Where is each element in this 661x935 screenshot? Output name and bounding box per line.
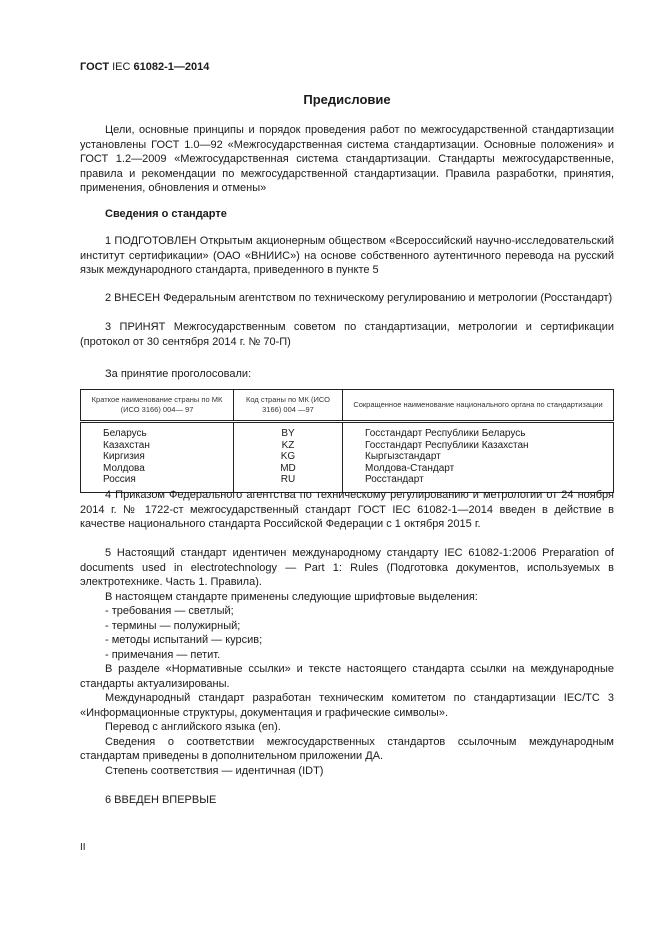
item-6: 6 ВВЕДЕН ВПЕРВЫЕ [105,794,217,806]
country-cell: Киргизия [81,451,234,463]
gost-label: ГОСТ [80,61,110,73]
code-cell: KZ [234,440,343,452]
table-row [81,463,614,475]
item-3: 3 ПРИНЯТ Межгосударственным советом по стандартизации, метрологии и сертификации (протокол от 30 сентября 2014 г. № 70-П) [80,321,614,348]
intro-paragraph: Цели, основные принципы и порядок проведения работ по межгосударственной стандартизации установлены ГОСТ 1.0—92 «Межгосударственная система стандартизации. Основные положения» и ГОСТ 1.2—2009 «Межгосударственная система стандартизации. Стандарты межгосударственные, правила и рекомендации по межгосударственной стандартизации. Правила разработки, принятия, применения, обновления и отмены» [80,124,614,194]
item-5-text: В настоящем стандарте применены следующие шрифтовые выделения: [105,590,478,603]
column-header: Сокращенное наименование национального органа по стандартизации [343,390,614,422]
iec-label: IEC [112,61,131,73]
item-5-text: Сведения о соответствии межгосударственных стандартов ссылочным международным стандартам приведены в дополнительном приложении ДА. [80,735,614,762]
country-cell: Казахстан [81,440,234,452]
column-header: Краткое наименование страны по МК (ИСО 3166) 004— 97 [81,390,234,422]
item-5-list-item: - примечания — петит. [105,648,221,661]
item-5-text: Степень соответствия — идентичная (IDT) [105,764,324,777]
item-5-list-item: - методы испытаний — курсив; [105,634,263,646]
body-cell: Госстандарт Республики Казахстан [343,440,614,452]
country-cell: Молдова [81,463,234,475]
item-4: 4 Приказом Федерального агентства по техническому регулированию и метрологии от 24 ноября 2014 г. № 1722-ст межгосударственный стандарт ГОСТ IEC 61082-1—2014 введен в действие в качестве национального стандарта Российской Федерации с 1 октября 2015 г. [80,489,614,530]
column-header: Код страны по МК (ИСО 3166) 004 —97 [234,390,343,422]
page-title: Предисловие [303,92,391,107]
code-cell: MD [234,463,343,475]
item-5-list-item: - термины — полужирный; [105,619,241,632]
code-cell: BY [234,422,343,440]
voted-label: За принятие проголосовали: [105,368,252,380]
body-cell: Кыргызстандарт [343,451,614,463]
voting-table [80,389,614,493]
table-row [81,422,614,440]
item-5-text: Перевод с английского языка (en). [105,721,281,733]
item-5-list-item: - требования — светлый; [105,605,234,617]
table-header-row [81,390,614,422]
code-cell: RU [234,474,343,492]
item-5-text: В разделе «Нормативные ссылки» и тексте настоящего стандарта ссылки на международные стандарты актуализированы. [80,663,614,690]
section-heading: Сведения о стандарте [105,208,227,220]
country-cell: Беларусь [81,422,234,440]
body-cell: Молдова-Стандарт [343,463,614,475]
item-5-text: Международный стандарт разработан техническим комитетом по стандартизации IEC/TC 3 «Информационные структуры, документация и графические символы». [80,692,614,719]
body-cell: Росстандарт [343,474,614,492]
table-row [81,451,614,463]
item-5-text: 5 Настоящий стандарт идентичен международному стандарту IEC 61082-1:2006 Preparation of documents used in electrotechnology — Part 1: Rules (Подготовка документов, используемых в электротехнике. Часть 1. Правила). [80,547,614,588]
body-cell: Госстандарт Республики Беларусь [343,422,614,440]
standard-number: 61082-1—2014 [133,61,210,73]
item-5 [80,546,614,778]
page-number: II [80,842,86,853]
country-cell: Россия [81,474,234,492]
item-1: 1 ПОДГОТОВЛЕН Открытым акционерным обществом «Всероссийский научно-исследовательский институт сертификации» (ОАО «ВНИИС») на основе собственного аутентичного перевода на русский язык международного стандарта, приведенного в пункте 5 [80,235,614,276]
code-cell: KG [234,451,343,463]
table-row [81,440,614,452]
item-2: 2 ВНЕСЕН Федеральным агентством по техническому регулированию и метрологии (Росстандарт) [105,292,613,304]
document-header [80,61,614,73]
